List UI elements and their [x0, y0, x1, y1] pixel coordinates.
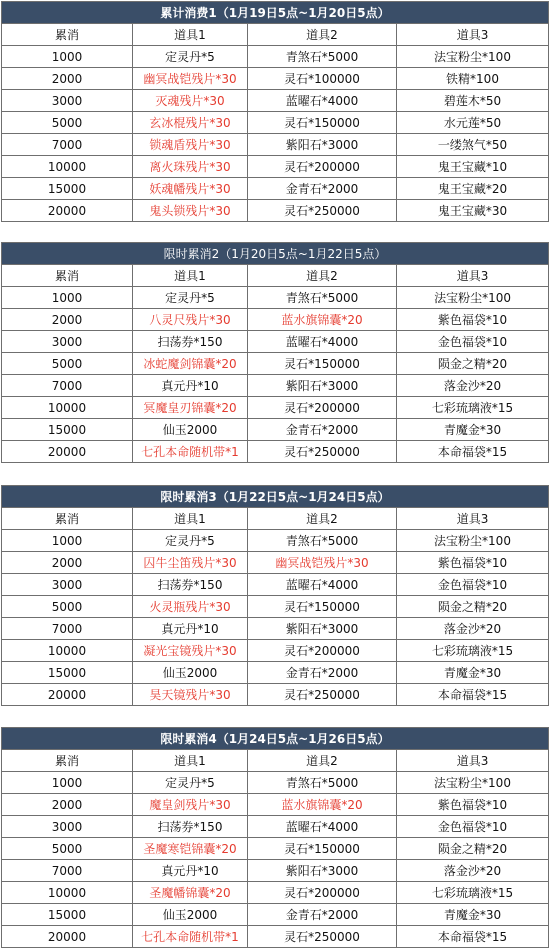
table-row — [2, 68, 549, 90]
table-cell: 法宝粉尘*100 — [397, 46, 549, 68]
table-cell: 紫色福袋*10 — [397, 309, 549, 331]
table-cell: 金色福袋*10 — [397, 816, 549, 838]
table-cell: 2000 — [2, 68, 133, 90]
header-row — [2, 508, 549, 530]
table-cell: 蓝曜石*4000 — [248, 816, 397, 838]
table-row — [2, 640, 549, 662]
table-cell: 一缕煞气*50 — [397, 134, 549, 156]
table-cell: 紫色福袋*10 — [397, 794, 549, 816]
table-cell: 20000 — [2, 684, 133, 706]
table-cell: 青煞石*5000 — [248, 530, 397, 552]
table-cell: 陨金之精*20 — [397, 353, 549, 375]
table-cell: 灵石*150000 — [248, 112, 397, 134]
table-cell: 7000 — [2, 860, 133, 882]
table-row — [2, 134, 549, 156]
table-row — [2, 772, 549, 794]
table-cell: 陨金之精*20 — [397, 838, 549, 860]
table-cell: 金青石*2000 — [248, 419, 397, 441]
table-cell: 仙玉2000 — [133, 904, 248, 926]
table-cell: 蓝曜石*4000 — [248, 90, 397, 112]
table-title: 限时累消3（1月22日5点~1月24日5点） — [2, 486, 549, 508]
column-header: 道具1 — [133, 24, 248, 46]
table-title-row — [2, 728, 549, 750]
table-row — [2, 46, 549, 68]
table-row — [2, 860, 549, 882]
table-cell: 火灵瓶残片*30 — [133, 596, 248, 618]
table-cell: 灵石*200000 — [248, 397, 397, 419]
table-cell: 灵石*250000 — [248, 200, 397, 222]
table-cell: 青煞石*5000 — [248, 772, 397, 794]
table-cell: 碧莲木*50 — [397, 90, 549, 112]
table-cell: 幽冥战铠残片*30 — [133, 68, 248, 90]
table-cell: 10000 — [2, 640, 133, 662]
table-row — [2, 178, 549, 200]
column-header: 道具3 — [397, 750, 549, 772]
column-header: 累消 — [2, 750, 133, 772]
table-cell: 扫荡券*150 — [133, 331, 248, 353]
table-cell: 蓝曜石*4000 — [248, 331, 397, 353]
table-cell: 铁精*100 — [397, 68, 549, 90]
table-cell: 仙玉2000 — [133, 419, 248, 441]
table-row — [2, 684, 549, 706]
table-cell: 法宝粉尘*100 — [397, 772, 549, 794]
column-header: 道具3 — [397, 508, 549, 530]
table-cell: 2000 — [2, 309, 133, 331]
table-cell: 1000 — [2, 46, 133, 68]
table-cell: 落金沙*20 — [397, 860, 549, 882]
table-cell: 扫荡券*150 — [133, 574, 248, 596]
table-cell: 5000 — [2, 353, 133, 375]
table-cell: 落金沙*20 — [397, 375, 549, 397]
table-cell: 7000 — [2, 134, 133, 156]
reward-table-4 — [1, 727, 549, 948]
table-row — [2, 882, 549, 904]
table-cell: 蓝水旗锦囊*20 — [248, 794, 397, 816]
table-body — [2, 243, 549, 463]
table-cell: 金色福袋*10 — [397, 331, 549, 353]
column-header: 累消 — [2, 508, 133, 530]
table-cell: 灵石*100000 — [248, 68, 397, 90]
table-cell: 灵石*200000 — [248, 640, 397, 662]
table-cell: 蓝水旗锦囊*20 — [248, 309, 397, 331]
table-cell: 5000 — [2, 596, 133, 618]
header-row — [2, 24, 549, 46]
table-row — [2, 90, 549, 112]
table-cell: 青魔金*30 — [397, 904, 549, 926]
table-cell: 灵石*250000 — [248, 441, 397, 463]
table-cell: 10000 — [2, 882, 133, 904]
table-row — [2, 112, 549, 134]
reward-table-2 — [1, 242, 549, 463]
table-row — [2, 596, 549, 618]
table-cell: 金色福袋*10 — [397, 574, 549, 596]
table-cell: 7000 — [2, 375, 133, 397]
table-cell: 2000 — [2, 552, 133, 574]
column-header: 累消 — [2, 24, 133, 46]
table-cell: 鬼王宝藏*30 — [397, 200, 549, 222]
table-cell: 青魔金*30 — [397, 419, 549, 441]
table-cell: 15000 — [2, 419, 133, 441]
table-row — [2, 618, 549, 640]
table-cell: 幽冥战铠残片*30 — [248, 552, 397, 574]
table-cell: 法宝粉尘*100 — [397, 287, 549, 309]
table-row — [2, 353, 549, 375]
table-cell: 15000 — [2, 178, 133, 200]
table-cell: 昊天镜残片*30 — [133, 684, 248, 706]
table-cell: 5000 — [2, 112, 133, 134]
table-row — [2, 816, 549, 838]
table-body — [2, 2, 549, 222]
table-cell: 紫色福袋*10 — [397, 552, 549, 574]
table-cell: 3000 — [2, 816, 133, 838]
table-cell: 七孔本命随机带*1 — [133, 441, 248, 463]
table-cell: 20000 — [2, 441, 133, 463]
table-cell: 10000 — [2, 397, 133, 419]
table-cell: 青魔金*30 — [397, 662, 549, 684]
table-cell: 1000 — [2, 287, 133, 309]
table-row — [2, 904, 549, 926]
table-row — [2, 331, 549, 353]
table-cell: 定灵丹*5 — [133, 46, 248, 68]
table-title-row — [2, 243, 549, 265]
table-cell: 2000 — [2, 794, 133, 816]
column-header: 累消 — [2, 265, 133, 287]
table-cell: 定灵丹*5 — [133, 530, 248, 552]
table-row — [2, 419, 549, 441]
table-cell: 鬼头锁残片*30 — [133, 200, 248, 222]
table-title-row — [2, 486, 549, 508]
table-cell: 陨金之精*20 — [397, 596, 549, 618]
table-cell: 锁魂盾残片*30 — [133, 134, 248, 156]
table-cell: 本命福袋*15 — [397, 926, 549, 948]
table-cell: 紫阳石*3000 — [248, 860, 397, 882]
table-title-row — [2, 2, 549, 24]
table-cell: 定灵丹*5 — [133, 287, 248, 309]
reward-table-1 — [1, 1, 549, 222]
table-cell: 水元莲*50 — [397, 112, 549, 134]
reward-table-3 — [1, 485, 549, 706]
table-row — [2, 530, 549, 552]
table-row — [2, 574, 549, 596]
table-cell: 10000 — [2, 156, 133, 178]
table-cell: 金青石*2000 — [248, 178, 397, 200]
table-row — [2, 200, 549, 222]
table-row — [2, 156, 549, 178]
table-cell: 1000 — [2, 772, 133, 794]
table-row — [2, 794, 549, 816]
table-cell: 灵石*250000 — [248, 926, 397, 948]
table-cell: 灵石*150000 — [248, 353, 397, 375]
table-row — [2, 375, 549, 397]
table-cell: 金青石*2000 — [248, 904, 397, 926]
column-header: 道具2 — [248, 750, 397, 772]
table-row — [2, 552, 549, 574]
header-row — [2, 750, 549, 772]
header-row — [2, 265, 549, 287]
table-cell: 仙玉2000 — [133, 662, 248, 684]
table-cell: 15000 — [2, 904, 133, 926]
table-cell: 七彩琉璃液*15 — [397, 640, 549, 662]
table-cell: 青煞石*5000 — [248, 287, 397, 309]
table-cell: 3000 — [2, 90, 133, 112]
column-header: 道具1 — [133, 750, 248, 772]
table-row — [2, 838, 549, 860]
table-title: 累计消费1（1月19日5点~1月20日5点） — [2, 2, 549, 24]
column-header: 道具3 — [397, 265, 549, 287]
table-cell: 5000 — [2, 838, 133, 860]
table-cell: 灭魂残片*30 — [133, 90, 248, 112]
table-cell: 定灵丹*5 — [133, 772, 248, 794]
table-cell: 真元丹*10 — [133, 375, 248, 397]
table-row — [2, 662, 549, 684]
table-row — [2, 926, 549, 948]
table-row — [2, 287, 549, 309]
table-cell: 离火珠残片*30 — [133, 156, 248, 178]
table-cell: 紫阳石*3000 — [248, 375, 397, 397]
table-row — [2, 397, 549, 419]
table-cell: 七彩琉璃液*15 — [397, 397, 549, 419]
table-cell: 3000 — [2, 574, 133, 596]
table-cell: 7000 — [2, 618, 133, 640]
table-cell: 本命福袋*15 — [397, 441, 549, 463]
table-cell: 落金沙*20 — [397, 618, 549, 640]
table-body — [2, 486, 549, 706]
table-title: 限时累消2（1月20日5点~1月22日5点） — [2, 243, 549, 265]
table-cell: 圣魔寒铠锦囊*20 — [133, 838, 248, 860]
table-cell: 灵石*200000 — [248, 882, 397, 904]
table-cell: 1000 — [2, 530, 133, 552]
column-header: 道具2 — [248, 508, 397, 530]
table-cell: 鬼王宝藏*10 — [397, 156, 549, 178]
table-cell: 紫阳石*3000 — [248, 618, 397, 640]
table-cell: 囚牛尘笛残片*30 — [133, 552, 248, 574]
table-cell: 真元丹*10 — [133, 860, 248, 882]
column-header: 道具1 — [133, 265, 248, 287]
table-cell: 3000 — [2, 331, 133, 353]
table-cell: 灵石*150000 — [248, 838, 397, 860]
table-cell: 冥魔皇刃锦囊*20 — [133, 397, 248, 419]
column-header: 道具3 — [397, 24, 549, 46]
table-cell: 灵石*150000 — [248, 596, 397, 618]
table-cell: 本命福袋*15 — [397, 684, 549, 706]
table-cell: 20000 — [2, 926, 133, 948]
table-cell: 七彩琉璃液*15 — [397, 882, 549, 904]
table-cell: 紫阳石*3000 — [248, 134, 397, 156]
table-cell: 七孔本命随机带*1 — [133, 926, 248, 948]
table-cell: 15000 — [2, 662, 133, 684]
table-cell: 冰蛇魔剑锦囊*20 — [133, 353, 248, 375]
column-header: 道具1 — [133, 508, 248, 530]
table-cell: 鬼王宝藏*20 — [397, 178, 549, 200]
table-cell: 金青石*2000 — [248, 662, 397, 684]
table-body — [2, 728, 549, 948]
table-cell: 灵石*200000 — [248, 156, 397, 178]
table-cell: 八灵尺残片*30 — [133, 309, 248, 331]
table-cell: 真元丹*10 — [133, 618, 248, 640]
table-cell: 灵石*250000 — [248, 684, 397, 706]
table-cell: 蓝曜石*4000 — [248, 574, 397, 596]
table-cell: 凝光宝镜残片*30 — [133, 640, 248, 662]
table-cell: 魔皇剑残片*30 — [133, 794, 248, 816]
table-cell: 玄冰棍残片*30 — [133, 112, 248, 134]
table-cell: 法宝粉尘*100 — [397, 530, 549, 552]
table-cell: 扫荡券*150 — [133, 816, 248, 838]
table-cell: 20000 — [2, 200, 133, 222]
column-header: 道具2 — [248, 24, 397, 46]
table-row — [2, 441, 549, 463]
table-cell: 圣魔幡锦囊*20 — [133, 882, 248, 904]
table-row — [2, 309, 549, 331]
table-title: 限时累消4（1月24日5点~1月26日5点） — [2, 728, 549, 750]
column-header: 道具2 — [248, 265, 397, 287]
table-cell: 妖魂幡残片*30 — [133, 178, 248, 200]
table-cell: 青煞石*5000 — [248, 46, 397, 68]
